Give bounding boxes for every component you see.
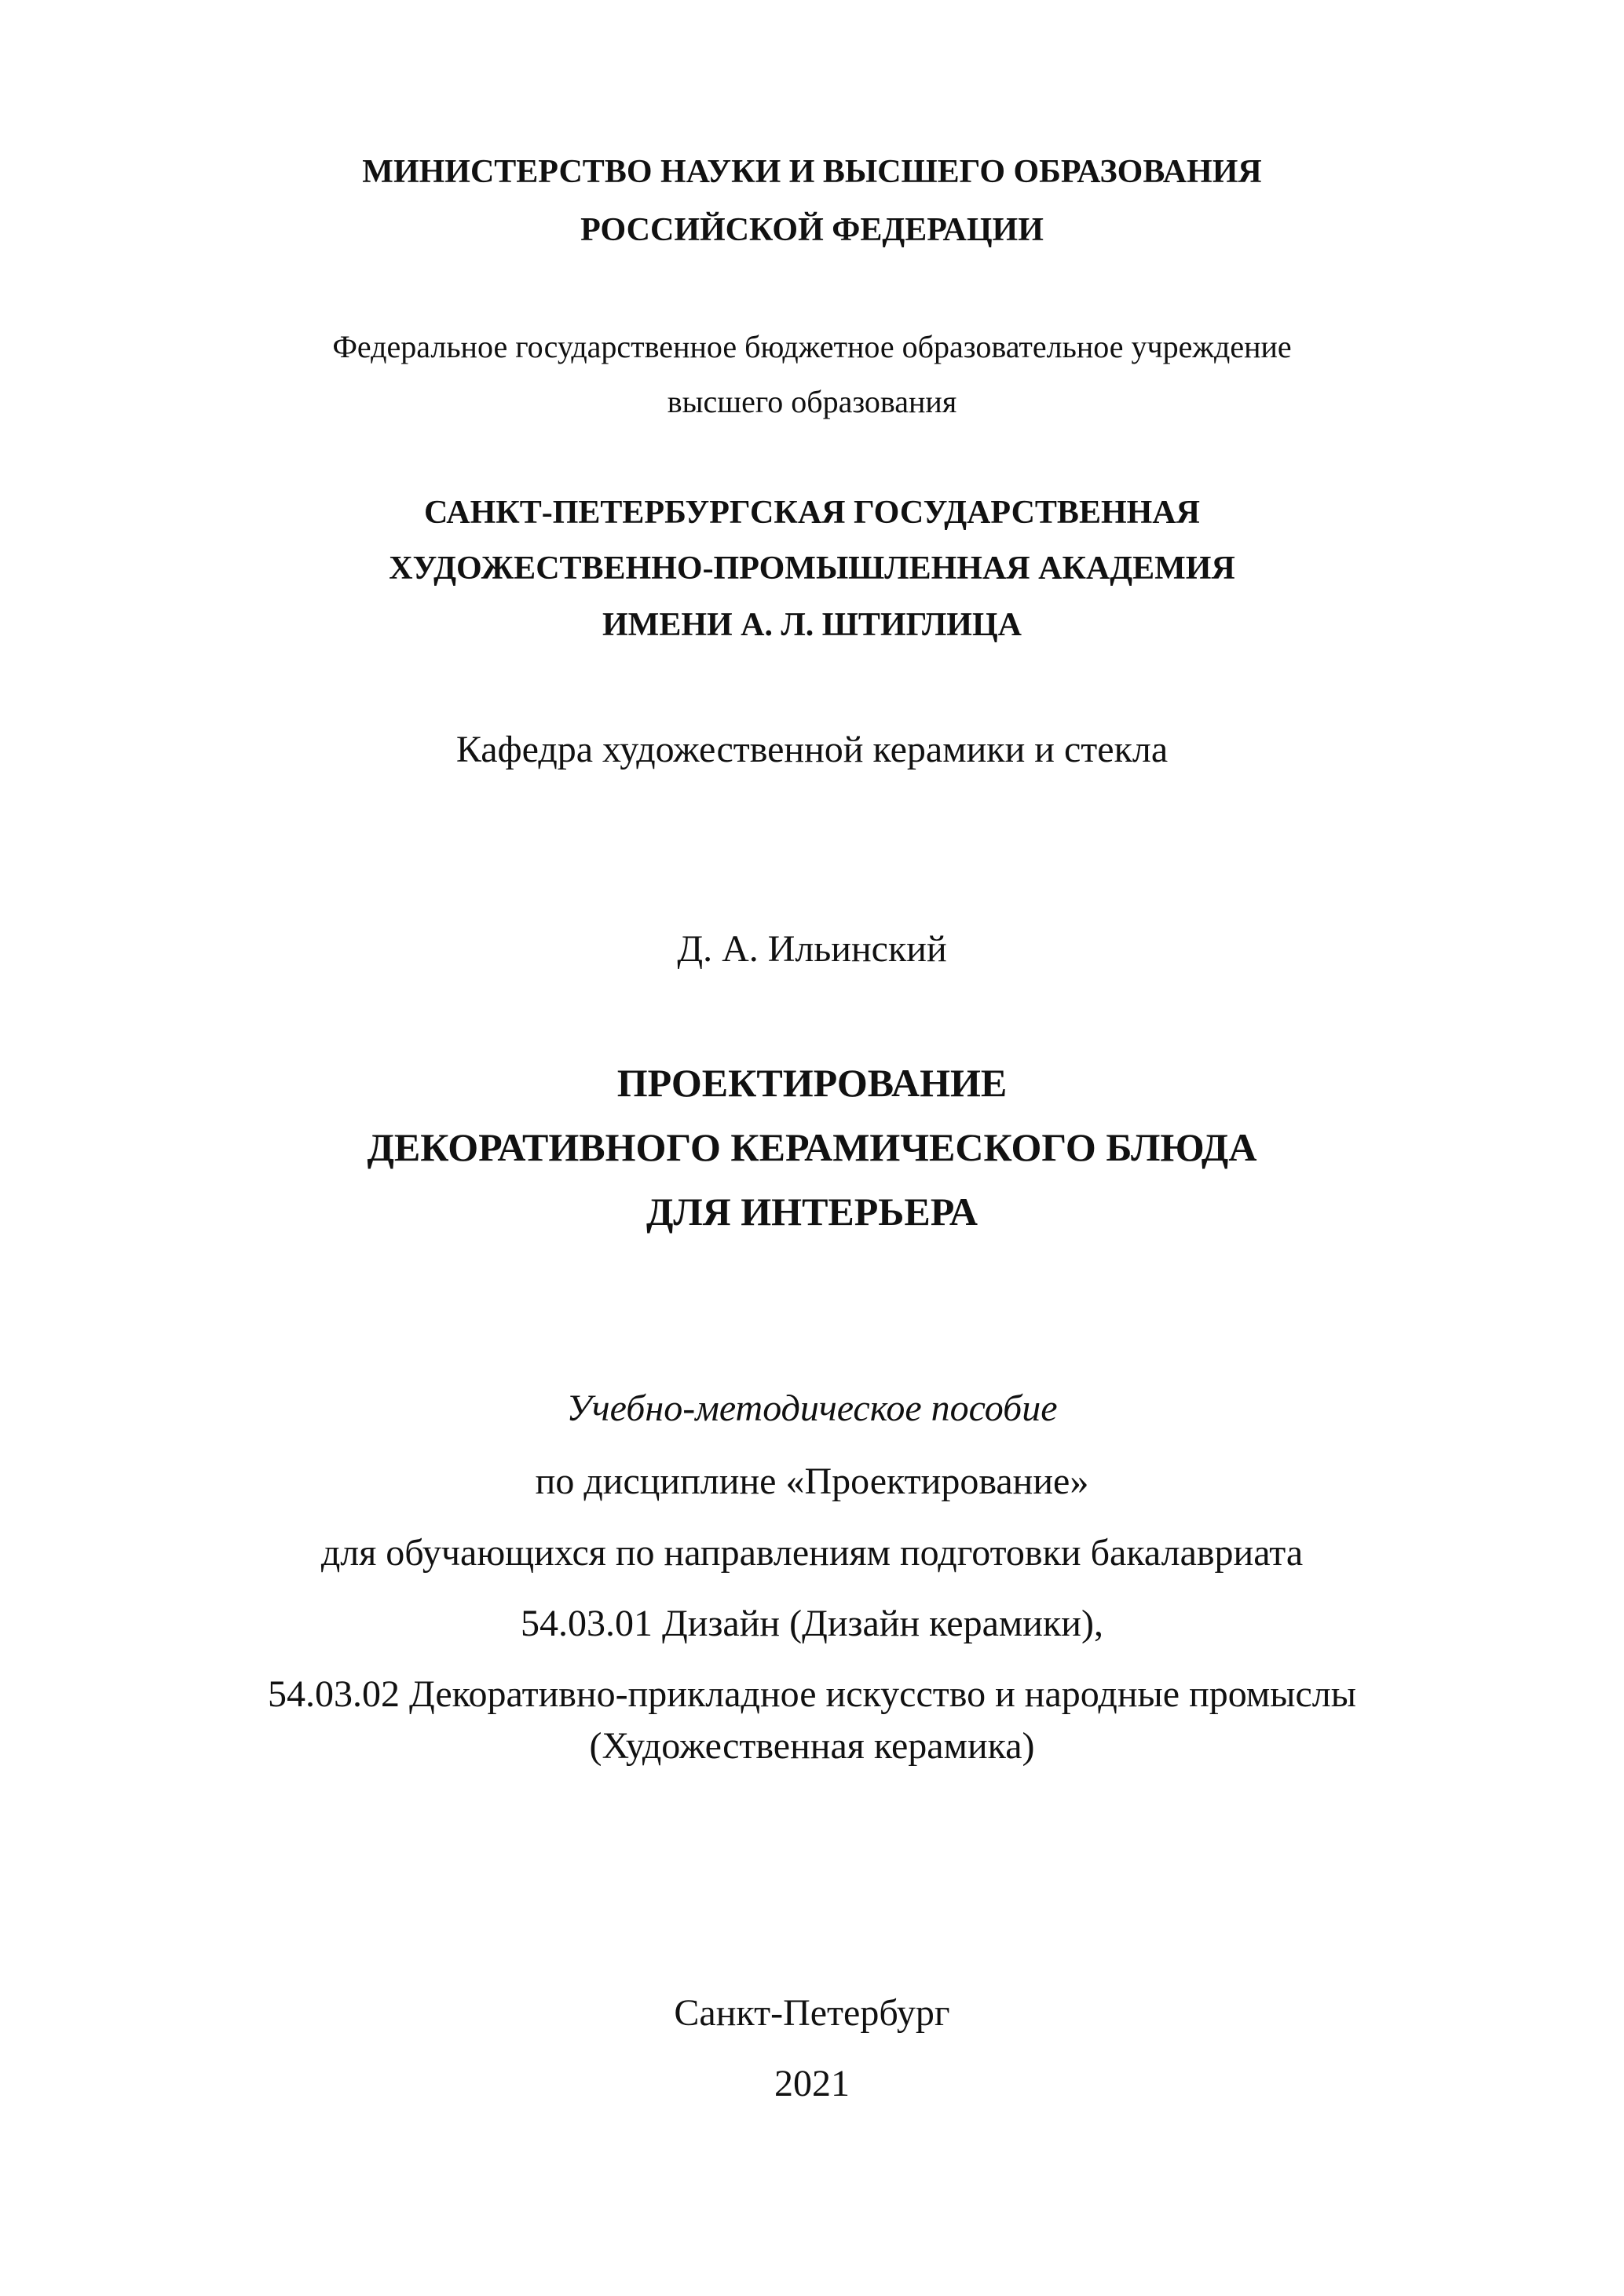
institution-type-line-2: высшего образования — [667, 384, 957, 419]
ministry-line-2: РОССИЙСКОЙ ФЕДЕРАЦИИ — [580, 212, 1044, 248]
department: Кафедра художественной керамики и стекла — [455, 729, 1169, 770]
academy-name-line-2: ХУДОЖЕСТВЕННО-ПРОМЫШЛЕННАЯ АКАДЕМИЯ — [389, 550, 1235, 587]
program-2-profile: (Художественная керамика) — [589, 1725, 1035, 1767]
program-1: 54.03.01 Дизайн (Дизайн керамики), — [521, 1603, 1103, 1644]
imprint-city: Санкт-Петербург — [674, 1992, 950, 2034]
title-line-1: ПРОЕКТИРОВАНИЕ — [616, 1061, 1008, 1105]
discipline: по дисциплине «Проектирование» — [535, 1461, 1089, 1502]
ministry-line-1: МИНИСТЕРСТВО НАУКИ И ВЫСШЕГО ОБРАЗОВАНИЯ — [362, 154, 1262, 190]
audience: для обучающихся по направлениям подготовки бакалавриата — [320, 1532, 1304, 1574]
publication-type: Учебно-методическое пособие — [566, 1387, 1058, 1429]
title-line-3: ДЛЯ ИНТЕРЬЕРА — [646, 1190, 978, 1234]
title-line-2: ДЕКОРАТИВНОГО КЕРАМИЧЕСКОГО БЛЮДА — [367, 1125, 1257, 1169]
imprint-year: 2021 — [774, 2063, 850, 2104]
program-2: 54.03.02 Декоративно-прикладное искусство и народные промыслы — [268, 1673, 1356, 1715]
institution-type-line-1: Федеральное государственное бюджетное образовательное учреждение — [332, 329, 1292, 364]
author: Д. А. Ильинский — [677, 928, 947, 970]
academy-name-line-3: ИМЕНИ А. Л. ШТИГЛИЦА — [602, 607, 1022, 643]
academy-name-line-1: САНКТ-ПЕТЕРБУРГСКАЯ ГОСУДАРСТВЕННАЯ — [424, 495, 1200, 531]
